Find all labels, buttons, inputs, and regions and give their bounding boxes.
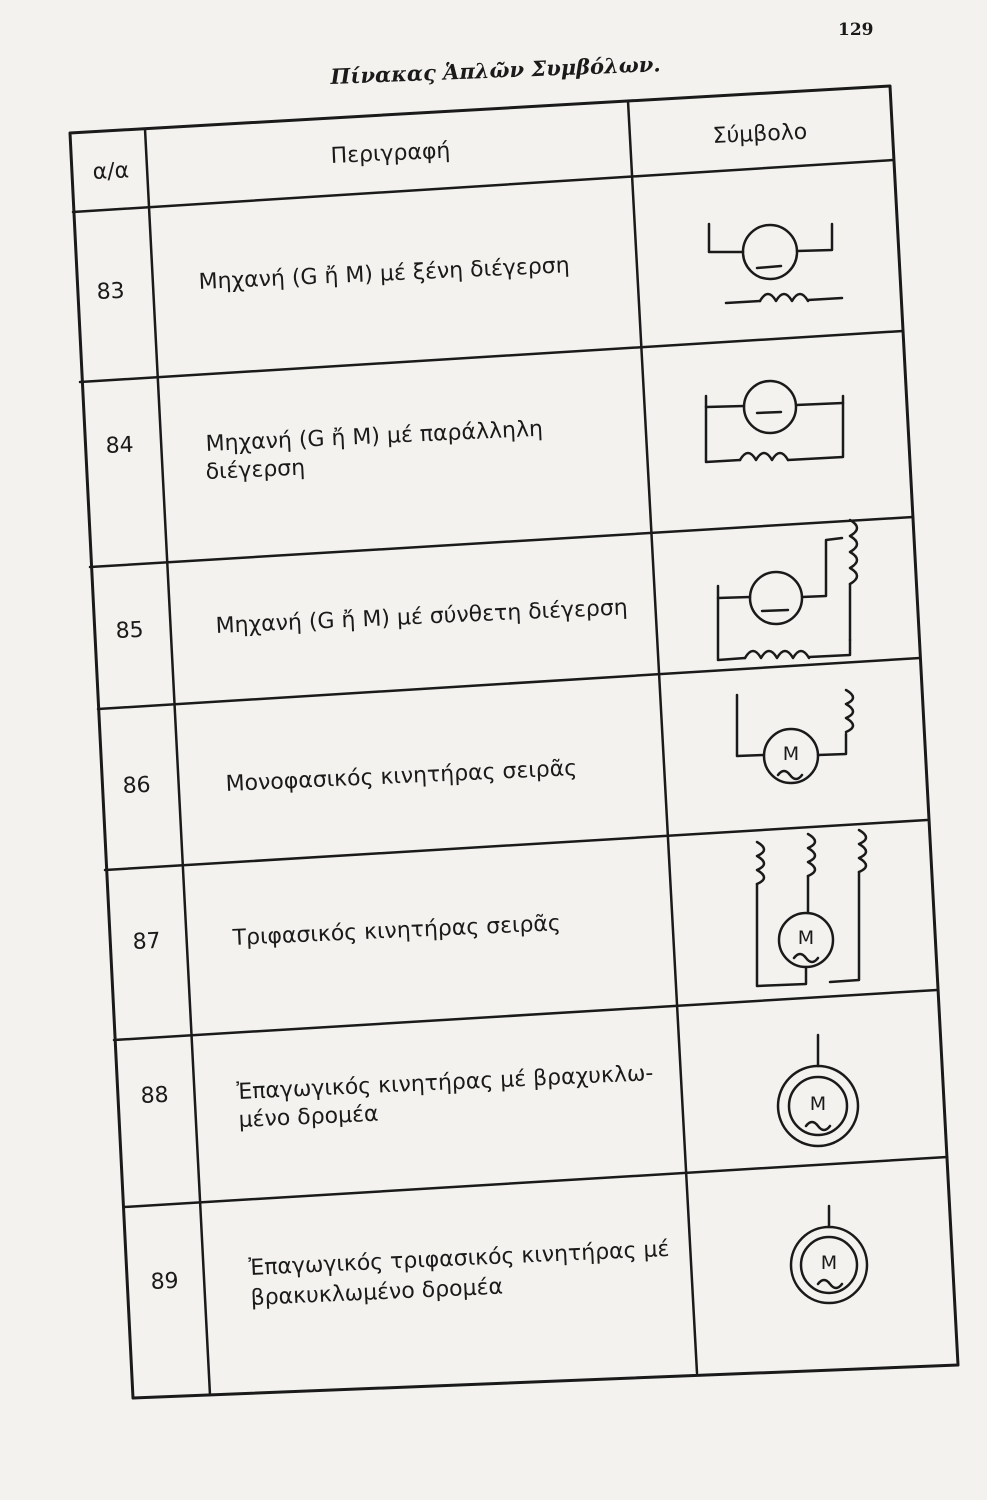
row-line-84 — [90, 517, 913, 567]
motor-letter: M — [782, 743, 800, 765]
motor-letter: M — [797, 927, 815, 949]
motor-letter: M — [820, 1252, 838, 1274]
row-description: Τριφασικός κινητήρας σειρᾶς — [232, 911, 562, 951]
row-line-87 — [114, 990, 937, 1040]
col-divider-symbol — [628, 101, 697, 1373]
row-description: Μηχανή (G ἤ M) μέ παράλληλη — [205, 416, 544, 457]
induction-motor-short-circuited-rotor-icon — [778, 1035, 858, 1146]
row-description: Μηχανή (G ἤ M) μέ σύνθετη διέγερση — [215, 595, 629, 639]
row-line-header — [73, 160, 893, 212]
row-line-86 — [105, 820, 927, 870]
row-line-88 — [124, 1157, 947, 1207]
row-description-line2: μένο δρομέα — [238, 1101, 379, 1133]
row-index: 83 — [96, 278, 126, 305]
row-index: 88 — [140, 1082, 170, 1109]
row-line-83 — [80, 331, 903, 382]
row-index: 85 — [115, 617, 145, 644]
row-description: Ἐπαγωγικός τριφασικός κινητήρας μέ — [248, 1236, 670, 1281]
three-phase-series-motor-icon — [757, 830, 866, 986]
table-title: Πίνακας Ἁπλῶν Συμβόλων. — [330, 51, 662, 89]
row-index: 89 — [150, 1268, 180, 1295]
row-line-85 — [98, 658, 920, 709]
dc-machine-compound-excitation-icon — [718, 520, 857, 660]
dc-machine-separate-excitation-icon — [709, 224, 842, 303]
motor-letter: M — [809, 1093, 827, 1115]
row-index: 84 — [105, 432, 135, 459]
dc-machine-shunt-excitation-icon — [706, 381, 843, 462]
row-description-line2: διέγερση — [205, 455, 306, 485]
header-index: α/α — [92, 158, 130, 185]
header-description: Περιγραφή — [330, 138, 451, 169]
row-description: Ἐπαγωγικός κινητήρας μέ βραχυκλω- — [236, 1061, 654, 1105]
single-phase-series-motor-icon — [737, 690, 853, 783]
row-description: Μονοφασικός κινητήρας σειρᾶς — [225, 756, 578, 797]
header-symbol: Σύμβολο — [712, 119, 808, 149]
page-number: 129 — [838, 20, 874, 40]
row-description: Μηχανή (G ἤ M) μέ ξένη διέγερση — [198, 253, 571, 295]
row-index: 87 — [132, 928, 162, 955]
row-index: 86 — [122, 772, 152, 799]
row-description-line2: βρακυκλωμένο δρομέα — [250, 1274, 504, 1311]
